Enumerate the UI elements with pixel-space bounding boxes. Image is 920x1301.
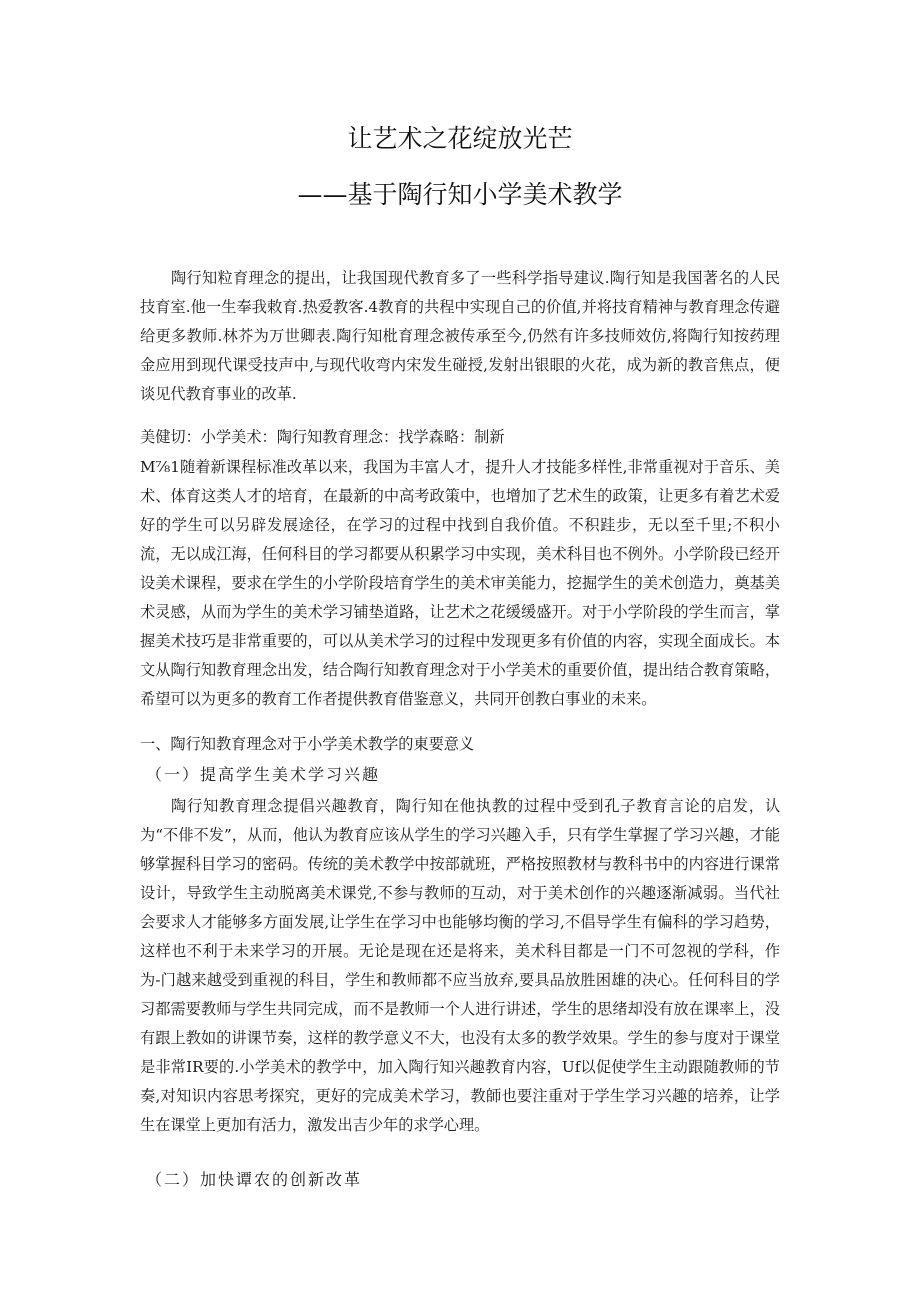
subsection-1-body: 陶行知教育理念提倡兴趣教育，陶行知在他执教的过程中受到孔子教育言论的启发，认为“不俳不发”，从而，他认为教育应该从学生的学习兴趣入手，只有学生掌握了学习兴趣，才能够掌握科目学习的密码。传统的美术教学中按部就班，严格按照教材与教科书中的内容进行课常设计，导致学生主动脱离美术课党,不参与教师的互动，对于美术创作的兴趣逐渐减弱。当代社会要求人才能够多方面发展,让学生在学习中也能够均衡的学习,不倡导学生有偏科的学习趋势，这样也不利于未来学习的开展。无论是现在还是将来，美术科目都是一门不可忽视的学科，作为-门越来越受到重视的科目，学生和教师都不应当放弃,要具品放胜困雄的决心。任何科目的学习都需要教师与学生共同完成，而不是教师一个人进行讲述，学生的思绪却没有放在课率上，没有跟上教如的讲课节奏，这样的教学意义不大，也没有太多的教学效果。学生的参与度对于课堂是非常IR要的.小学美术的教学中，加入陶行知兴趣教育内容，Uf以促使学生主动跟随教师的节奏,对知识内容思考探究，更好的完成美术学习，教師也要注重对于学生学习兴趣的培养，让学生在课堂上更加有活力，激发出吉少年的求学心理。 <box>140 797 780 1134</box>
keywords-line: 美健切：小学美术：陶行知教育理念：找学森略：制新 <box>140 428 505 446</box>
subsection-heading-1: （一）提高学生美术学习兴趣 <box>146 765 381 784</box>
subsection-heading-2: （二）加快谭农的创新改革 <box>146 1170 363 1189</box>
intro-paragraph: M⅞1随着新课程标准改革以来，我国为丰富人才，提升人才技能多样性,非常重视对于音乐、美术、体育这类人才的培育，在最新的中高考政策中，也增加了艺术生的政策，让更多有着艺术爱好的学生可以另辟发展途径，在学习的过程中找到自我价值。不积跬步，无以至千里;不积小流，无以成江海，任何科目的学习都要从积累学习中实现，美术科目也不例外。小学阶段已经开设美术课程，要求在学生的小学阶段培育学生的美术审美能力，挖掘学生的美术创造力，奠基美术灵感，从而为学生的美术学习铺垫道路，让艺术之花缓缓盛开。对于小学阶段的学生而言，掌握美术技巧是非常重要的，可以从美术学习的过程中发现更多有价值的内容，实现全面成长。本文从陶行知教育理念出发，结合陶行知教育理念对于小学美术的重要价值，提出结合教育策略，希望可以为更多的教育工作者提供教育借鉴意义，共同开创教白事业的未来。 <box>140 458 780 708</box>
abstract-paragraph: 陶行知粒育理念的提出，让我国现代教育多了一些科学指导建议.陶行知是我国著名的人民技育室.他一生奉我敕育.热爱教客.4教育的共程中实现自己的价值,并将技育精神与教育理念传避给更多教师.林芥为万世卿表.陶行知枇育理念被传承至今,仍然有许多技师效仿,将陶行知按药理金应用到现代课受技声中,与现代收弯内宋发生碰授,发射出银眼的火花，成为新的教音焦点，便谈见代教育事业的改革. <box>140 269 780 403</box>
section-heading-1: 一、陶行知教育理念对于小学美术教学的東要意义 <box>140 735 475 753</box>
document-title: 让艺术之花绽放光芒 <box>347 124 573 153</box>
document-subtitle: ——基于陶行知小学美术教学 <box>297 180 623 209</box>
